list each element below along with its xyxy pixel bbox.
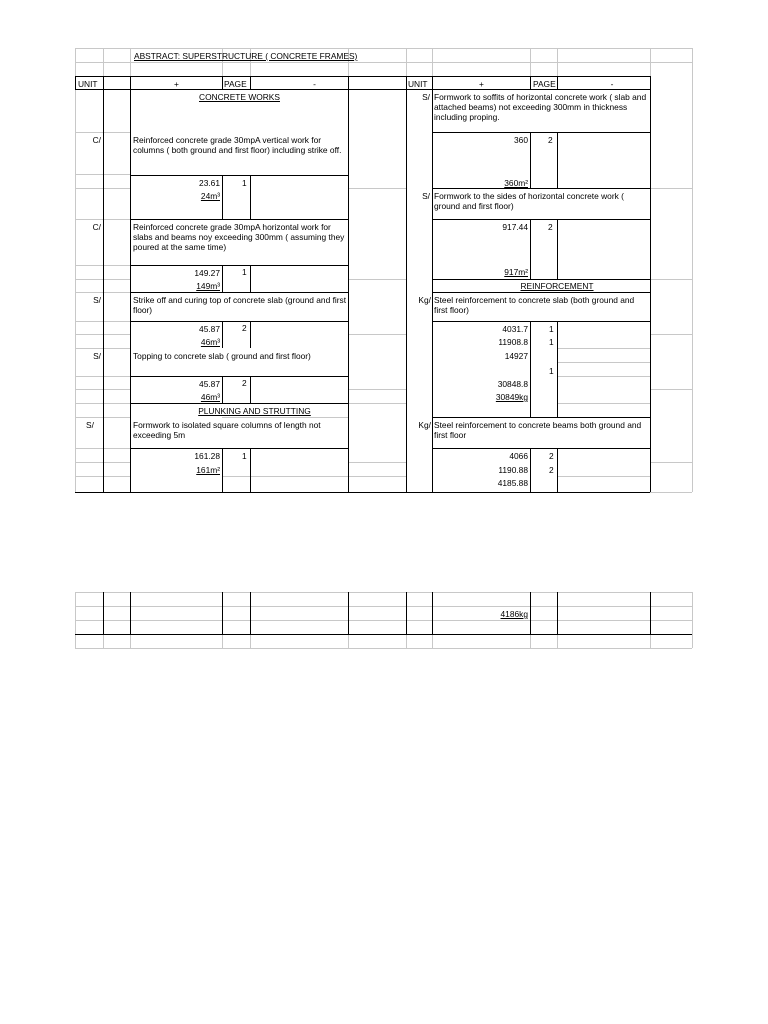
left-item2-desc: Reinforced concrete grade 30mpA horizontal work for slabs and beams noy exceeding 300mm ( assuming they poured at the same time) — [133, 222, 345, 252]
right-item3-page2: 1 — [549, 337, 554, 347]
right-item2-page: 2 — [548, 222, 553, 232]
left-item1-total: 24m³ — [200, 191, 220, 201]
right-item3-unit: Kg/ — [418, 295, 431, 305]
header-page-left: PAGE — [224, 79, 247, 89]
left-item2-total: 149m³ — [196, 281, 220, 291]
right-item4-desc: Steel reinforcement to concrete beams both ground and first floor — [434, 420, 642, 440]
left-item1-desc: Reinforced concrete grade 30mpA vertical work for columns ( both ground and first floor) including strike off. — [133, 135, 342, 155]
right-item4-unit: Kg/ — [418, 420, 431, 430]
right-item2-value: 917.44 — [502, 222, 528, 232]
header-page-right: PAGE — [533, 79, 556, 89]
left-item2-value: 149.27 — [194, 268, 220, 278]
right-item1-total: 360m² — [504, 178, 528, 188]
right-item3-total: 30849kg — [495, 392, 528, 402]
right-item4-total: 4186kg — [500, 609, 528, 619]
left-item3-page: 2 — [242, 323, 247, 333]
header-minus-right: - — [610, 79, 614, 89]
right-item4-value3: 4185.88 — [497, 478, 528, 488]
left-item5-page: 1 — [242, 451, 247, 461]
right-item3-value2: 11908.8 — [498, 337, 528, 347]
left-item5-value: 161.28 — [194, 451, 220, 461]
header-plus-left: + — [174, 79, 179, 89]
right-item3-desc: Steel reinforcement to concrete slab (both ground and first floor) — [434, 295, 635, 315]
left-item4-page: 2 — [242, 378, 247, 388]
left-item2-unit: C/ — [92, 222, 101, 232]
left-item4-value: 45.87 — [199, 379, 220, 389]
right-item4-value2: 1190.88 — [498, 465, 528, 475]
left-item5-desc: Formwork to isolated square columns of length not exceeding 5m — [133, 420, 321, 440]
left-item3-total: 46m³ — [200, 337, 220, 347]
sheet-title: ABSTRACT: SUPERSTRUCTURE ( CONCRETE FRAMES) — [134, 51, 358, 61]
right-item3-value3: 14927 — [504, 351, 528, 361]
right-item2-total: 917m² — [504, 267, 528, 277]
left-item1-page: 1 — [242, 178, 247, 188]
section-reinforcement: REINFORCEMENT — [520, 281, 594, 291]
left-item5-unit: S/ — [86, 420, 94, 430]
left-item1-value: 23.61 — [199, 178, 220, 188]
right-item2-desc: Formwork to the sides of horizontal concrete work ( ground and first floor) — [434, 191, 624, 211]
right-item3-value1: 4031.7 — [502, 324, 528, 334]
right-item2-unit: S/ — [422, 191, 430, 201]
section-plunking-strutting: PLUNKING AND STRUTTING — [198, 406, 311, 416]
right-item1-value: 360 — [514, 135, 528, 145]
left-item2-page: 1 — [242, 267, 247, 277]
right-item3-page3: 1 — [549, 366, 554, 376]
left-item4-desc: Topping to concrete slab ( ground and first floor) — [133, 351, 311, 361]
left-item3-unit: S/ — [93, 295, 101, 305]
right-item4-page2: 2 — [549, 465, 554, 475]
left-item1-unit: C/ — [92, 135, 101, 145]
left-item5-total: 161m² — [196, 465, 220, 475]
section-concrete-works: CONCRETE WORKS — [199, 92, 280, 102]
right-item4-value1: 4066 — [509, 451, 528, 461]
left-item3-desc: Strike off and curing top of concrete slab (ground and first floor) — [133, 295, 347, 315]
left-item3-value: 45.87 — [199, 324, 220, 334]
right-item1-page: 2 — [548, 135, 553, 145]
right-item4-page1: 2 — [549, 451, 554, 461]
header-unit-right: UNIT — [408, 79, 428, 89]
header-plus-right: + — [479, 79, 484, 89]
left-item4-unit: S/ — [93, 351, 101, 361]
right-item3-page1: 1 — [549, 324, 554, 334]
left-item4-total: 46m³ — [200, 392, 220, 402]
right-item1-desc: Formwork to soffits of horizontal concrete work ( slab and attached beams) not exceeding 300mm in thickness including proping. — [434, 92, 647, 122]
header-minus-left: - — [313, 79, 316, 89]
right-item1-unit: S/ — [422, 92, 430, 102]
header-unit-left: UNIT — [78, 79, 98, 89]
right-item3-value4: 30848.8 — [497, 379, 528, 389]
